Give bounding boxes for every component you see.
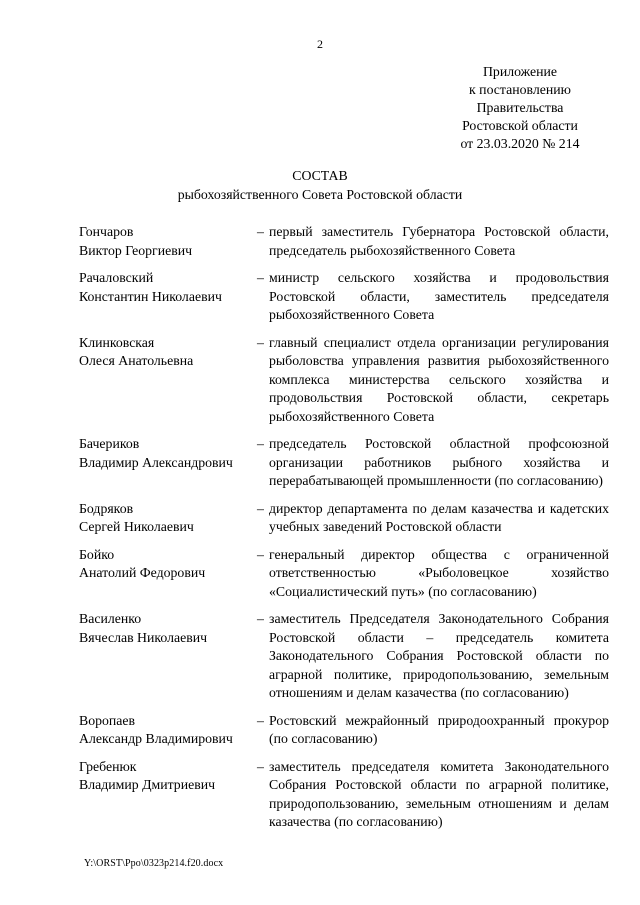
appendix-line: Приложение	[482, 64, 558, 79]
member-given-name: Владимир Дмитриевич	[79, 777, 216, 792]
dash-separator: –	[257, 224, 264, 239]
member-entry	[79, 610, 610, 703]
member-given-name: Олеся Анатольевна	[79, 353, 194, 368]
member-position: министр сельского хозяйства и продовольствия Ростовской области, заместитель председателя рыбохозяйственного Совета	[269, 270, 609, 322]
member-surname: Гребенюк	[79, 758, 137, 774]
member-surname: Бодряков	[79, 500, 134, 516]
member-position: генеральный директор общества с ограниченной ответственностью «Рыболовецкое хозяйство «Социалистический путь» (по согласованию)	[269, 546, 609, 599]
member-position: заместитель Председателя Законодательного Собрания Ростовской области – председатель комитета Законодательного Собрания Ростовской области по аграрной политике, природопользованию, земельным отношениям и делам казачества (по согласованию)	[269, 611, 609, 700]
member-given-name: Виктор Георгиевич	[79, 242, 193, 258]
member-entry	[79, 500, 610, 537]
member-position: заместитель председателя комитета Законодательного Собрания Ростовской области по аграрной политике, природопользованию, земельным отношениям и делам казачества (по согласованию)	[269, 758, 609, 829]
dash-separator: –	[257, 436, 264, 451]
dash-separator: –	[257, 500, 264, 516]
member-given-name: Сергей Николаевич	[79, 519, 194, 534]
member-surname: Воропаев	[79, 712, 136, 728]
member-entry	[79, 758, 610, 832]
member-name	[79, 546, 257, 602]
document-title: СОСТАВ	[292, 168, 348, 183]
document-subtitle: рыбохозяйственного Совета Ростовской области	[177, 187, 463, 202]
appendix-line: Ростовской области	[462, 118, 578, 133]
member-name	[79, 712, 257, 749]
document-title-block	[0, 166, 640, 204]
appendix-line: к постановлению	[469, 82, 571, 97]
member-name	[79, 269, 257, 325]
page-number: 2	[317, 37, 323, 51]
member-given-name: Владимир Александрович	[79, 454, 233, 470]
member-entry	[79, 223, 610, 260]
appendix-header	[440, 63, 600, 153]
dash-separator: –	[257, 546, 264, 562]
member-position: Ростовский межрайонный природоохранный прокурор (по согласованию)	[269, 712, 609, 746]
member-name	[79, 500, 257, 537]
member-given-name: Константин Николаевич	[79, 288, 222, 304]
dash-separator: –	[257, 758, 264, 774]
appendix-line: от 23.03.2020 № 214	[460, 136, 580, 151]
file-path-footer: Y:\ORST\Ppo\0323p214.f20.docx	[84, 858, 224, 869]
member-surname: Гончаров	[79, 224, 134, 239]
member-given-name: Вячеслав Николаевич	[79, 629, 208, 645]
member-name	[79, 435, 257, 491]
member-entry	[79, 546, 610, 602]
member-name	[79, 334, 257, 427]
member-given-name: Анатолий Федорович	[79, 565, 206, 580]
member-entry	[79, 712, 610, 749]
members-list	[79, 223, 610, 841]
member-name	[79, 610, 257, 703]
member-given-name: Александр Владимирович	[79, 731, 233, 746]
member-surname: Рачаловский	[79, 270, 154, 285]
member-name	[79, 223, 257, 260]
member-surname: Бойко	[79, 546, 115, 562]
member-surname: Бачериков	[79, 436, 140, 451]
member-position: главный специалист отдела организации регулирования рыболовства управления развития рыбохозяйственного комплекса министерства сельского хозяйства и продовольствия Ростовской области, секретарь рыбохозяйственного Совета	[269, 334, 609, 424]
dash-separator: –	[257, 270, 264, 285]
member-entry	[79, 334, 610, 427]
dash-separator: –	[257, 712, 264, 728]
member-name	[79, 758, 257, 832]
member-surname: Клинковская	[79, 334, 155, 350]
dash-separator: –	[257, 334, 264, 350]
member-position: директор департамента по делам казачества и кадетских учебных заведений Ростовской области	[269, 500, 609, 534]
member-entry	[79, 269, 610, 325]
dash-separator: –	[257, 611, 264, 626]
member-position: первый заместитель Губернатора Ростовской области, председатель рыбохозяйственного Совета	[269, 224, 609, 258]
appendix-line: Правительства	[476, 100, 564, 115]
member-position: председатель Ростовской областной профсоюзной организации работников рыбного хозяйства и перерабатывающей промышленности (по согласованию)	[269, 436, 609, 488]
member-entry	[79, 435, 610, 491]
member-surname: Василенко	[79, 611, 142, 626]
